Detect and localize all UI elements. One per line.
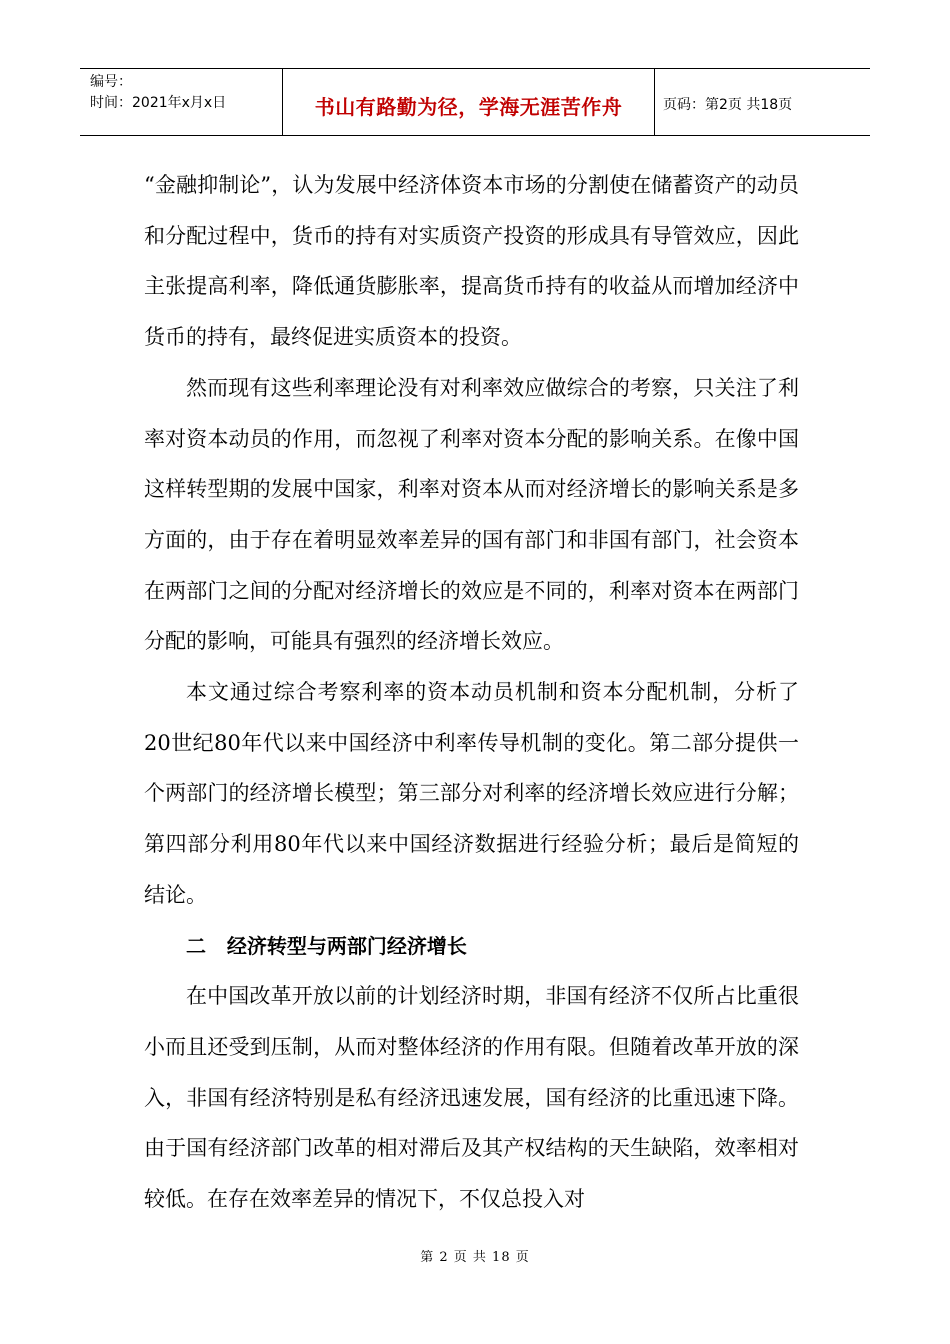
paragraph-3: 本文通过综合考察利率的资本动员机制和资本分配机制，分析了20世纪80年代以来中国经济中利率传导机制的变化。第二部分提供一个两部门的经济增长模型；第三部分对利率的经济增长效应进行分解；第四部分利用80年代以来中国经济数据进行经验分析；最后是简短的结论。 — [144, 680, 799, 907]
header-page-cell — [655, 69, 870, 135]
paragraph-4: 在中国改革开放以前的计划经济时期，非国有经济不仅所占比重很小而且还受到压制，从而对整体经济的作用有限。但随着改革开放的深入，非国有经济特别是私有经济迅速发展，国有经济的比重迅速下降。由于国有经济部门改革的相对滞后及其产权结构的天生缺陷，效率相对较低。在存在效率差异的情况下，不仅总投入对 — [144, 984, 799, 1212]
header-motto-cell — [283, 69, 655, 135]
paragraph-2: 然而现有这些利率理论没有对利率效应做综合的考察，只关注了利率对资本动员的作用，而忽视了利率对资本分配的影响关系。在像中国这样转型期的发展中国家，利率对资本从而对经济增长的影响关系是多方面的，由于存在着明显效率差异的国有部门和非国有部门，社会资本在两部门之间的分配对经济增长的效应是不同的，利率对资本在两部门分配的影响，可能具有强烈的经济增长效应。 — [144, 375, 799, 654]
header-meta-cell — [80, 69, 283, 135]
time-label: 时间：2021年x月x日 — [90, 95, 227, 111]
motto-text: 书山有路勤为径，学海无涯苦作舟 — [314, 94, 623, 119]
paragraph-1: “金融抑制论”，认为发展中经济体资本市场的分割使在储蓄资产的动员和分配过程中，货币的持有对实质资产投资的形成具有导管效应，因此主张提高利率，降低通货膨胀率，提高货币持有的收益从而增加经济中货币的持有，最终促进实质资本的投资。 — [144, 173, 799, 350]
document-header — [80, 68, 870, 136]
doc-number-label: 编号： — [90, 74, 132, 90]
page-footer: 第 2 页 共 18 页 — [420, 1250, 530, 1265]
document-body — [144, 160, 799, 1225]
page-label: 页码：第2页 共18页 — [663, 97, 793, 113]
section-heading: 二 经济转型与两部门经济增长 — [186, 933, 467, 958]
